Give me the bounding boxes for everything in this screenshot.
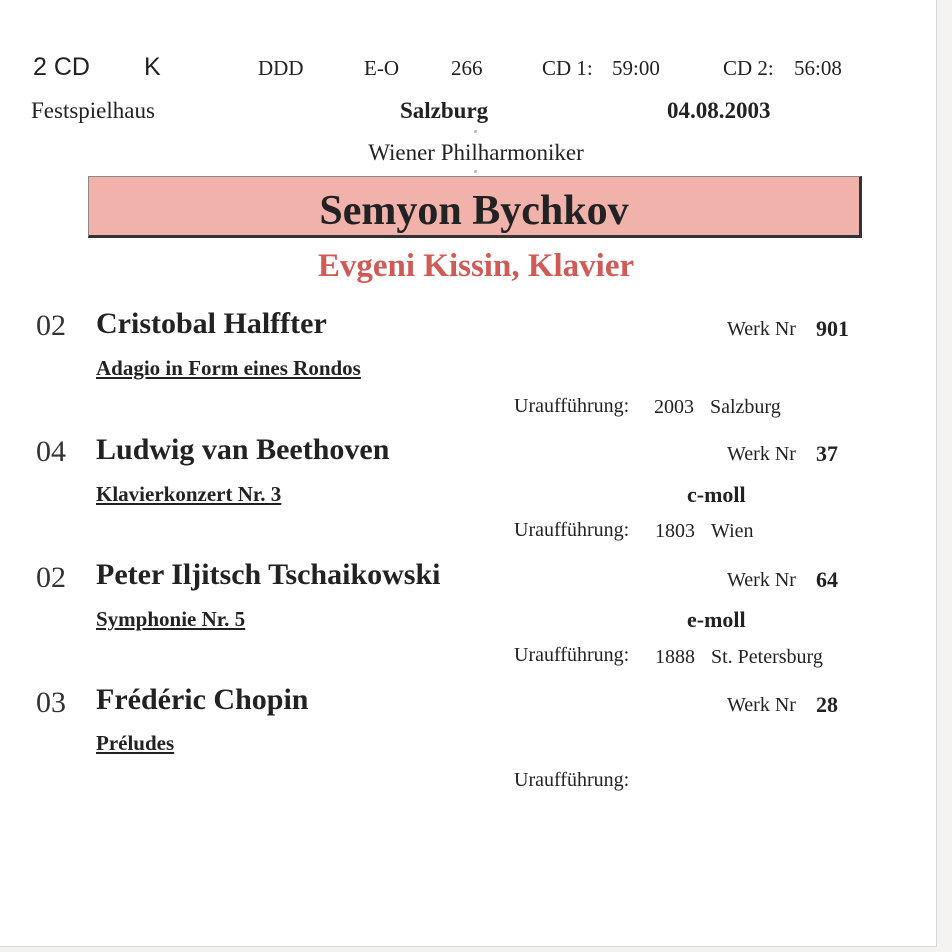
work-composer: Cristobal Halffter <box>96 307 327 340</box>
work-title: Klavierkonzert Nr. 3 <box>96 482 282 506</box>
premiere-year: 2003 <box>654 396 694 418</box>
label-code: E-O <box>364 56 399 80</box>
premiere-place: Salzburg <box>710 396 781 418</box>
work-title: Préludes <box>96 731 175 755</box>
venue-city: Salzburg <box>400 98 489 123</box>
werk-label: Werk Nr <box>727 318 796 340</box>
premiere-place: St. Petersburg <box>711 646 823 668</box>
premiere-label: Uraufführung: <box>514 644 630 666</box>
scan-speck <box>474 170 477 173</box>
work-number: 02 <box>36 561 66 594</box>
disc-count: 2 CD <box>33 53 90 81</box>
werk-label: Werk Nr <box>727 443 796 465</box>
work-number: 02 <box>36 309 66 342</box>
work-composer: Frédéric Chopin <box>96 683 309 716</box>
premiere-year: 1888 <box>655 646 695 668</box>
catalog-number: 266 <box>451 56 483 80</box>
werk-number: 64 <box>816 567 838 592</box>
work-number: 04 <box>36 435 66 468</box>
orchestra-name: Wiener Philharmoniker <box>368 140 584 165</box>
recording-format: DDD <box>258 56 304 80</box>
conductor-banner <box>88 176 862 238</box>
concert-date: 04.08.2003 <box>667 98 771 123</box>
conductor-name: Semyon Bychkov <box>319 188 629 234</box>
werk-number: 901 <box>816 316 849 341</box>
cd1-time: 59:00 <box>612 56 660 80</box>
work-key: e-moll <box>687 607 746 632</box>
premiere-label: Uraufführung: <box>514 395 630 417</box>
work-title: Symphonie Nr. 5 <box>96 607 246 631</box>
werk-number: 37 <box>816 441 838 466</box>
cd1-label: CD 1: <box>542 56 593 80</box>
work-key: c-moll <box>687 482 746 507</box>
scan-speck <box>474 130 477 133</box>
work-composer: Ludwig van Beethoven <box>96 433 390 466</box>
premiere-year: 1803 <box>655 520 695 542</box>
work-number: 03 <box>36 686 66 719</box>
premiere-label: Uraufführung: <box>514 769 630 791</box>
work-title: Adagio in Form eines Rondos <box>96 356 361 380</box>
cd2-label: CD 2: <box>723 56 774 80</box>
rating-letter: K <box>144 53 161 81</box>
soloist-name: Evgeni Kissin, Klavier <box>317 248 635 284</box>
werk-number: 28 <box>816 692 838 717</box>
werk-label: Werk Nr <box>727 694 796 716</box>
venue-hall: Festspielhaus <box>31 98 155 123</box>
werk-label: Werk Nr <box>727 569 796 591</box>
cd2-time: 56:08 <box>794 56 842 80</box>
premiere-label: Uraufführung: <box>514 519 630 541</box>
work-composer: Peter Iljitsch Tschaikowski <box>96 558 441 591</box>
premiere-place: Wien <box>711 520 754 542</box>
